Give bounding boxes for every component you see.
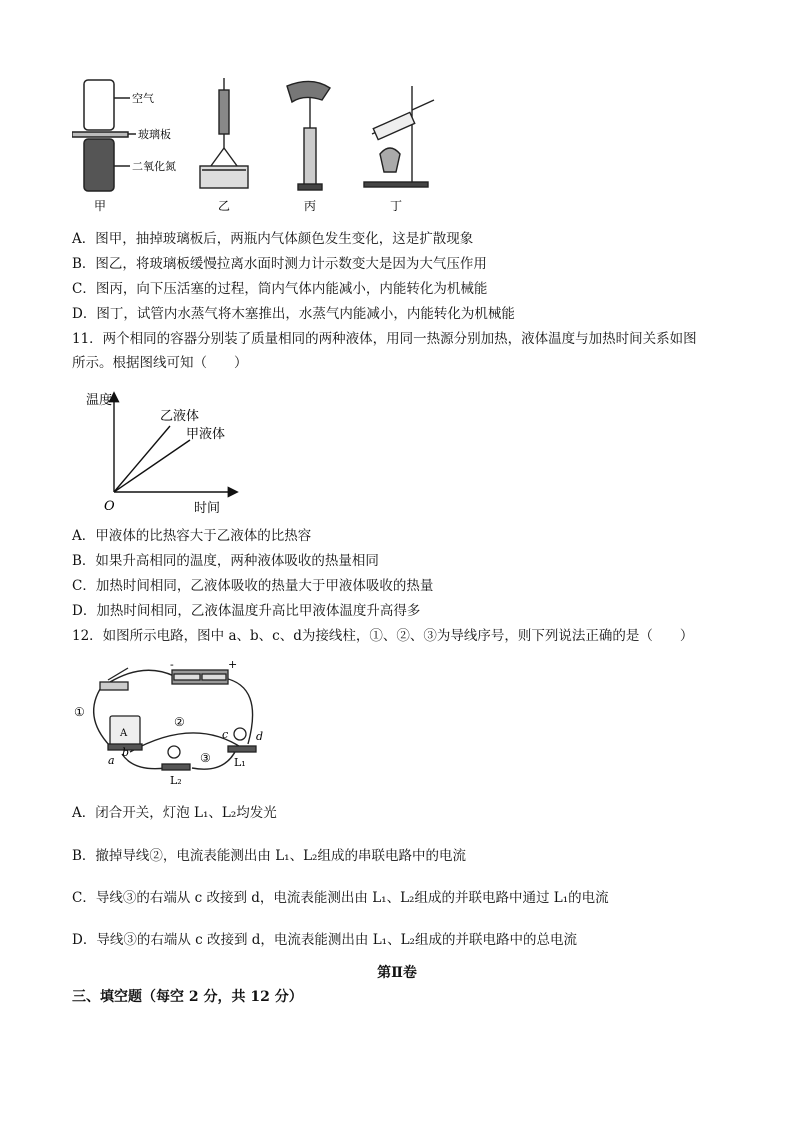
q11-stem-line1: 11．两个相同的容器分别装了质量相同的两种液体，用同一热源分别加热，液体温度与加热时间关系如图 xyxy=(72,331,697,347)
q11-option-a: A．甲液体的比热容大于乙液体的比热容 xyxy=(72,528,312,544)
q10-option-b: B．图乙，将玻璃板缓慢拉离水面时测力计示数变大是因为大气压作用 xyxy=(72,256,487,272)
volume-title: 第Ⅱ卷 xyxy=(377,965,417,981)
battery xyxy=(172,670,228,684)
terminal-d: d xyxy=(256,730,264,743)
piston-cylinder-bing xyxy=(287,81,330,190)
battery-plus: + xyxy=(228,658,238,671)
terminal-c: c xyxy=(222,728,229,741)
wire-top xyxy=(110,670,174,682)
q11-option-c: C．加热时间相同，乙液体吸收的热量大于甲液体吸收的热量 xyxy=(72,578,434,594)
wire-3 xyxy=(192,750,236,769)
wire-1 xyxy=(94,686,110,746)
q11-option-b: B．如果升高相同的温度，两种液体吸收的热量相同 xyxy=(72,553,379,569)
spring-scale-apparatus-yi xyxy=(200,78,248,188)
q12-stem: 12．如图所示电路，图中 a、b、c、d为接线柱，①、②、③为导线序号，则下列说法正确的是（ ） xyxy=(72,628,694,644)
wire-label-1: ① xyxy=(74,705,85,719)
q10-option-d: D．图丁，试管内水蒸气将木塞推出，水蒸气内能减小，内能转化为机械能 xyxy=(72,306,515,322)
bottle-apparatus-jia xyxy=(72,80,136,191)
graph-origin: O xyxy=(104,499,115,514)
q12-option-a: A．闭合开关，灯泡 L₁、L₂均发光 xyxy=(72,805,277,821)
ammeter-label: A xyxy=(120,728,128,739)
graph-series-jia: 甲液体 xyxy=(186,427,226,442)
q12-option-b: B．撤掉导线②，电流表能测出由 L₁、L₂组成的串联电路中的电流 xyxy=(72,848,466,864)
q10-experiment-figure xyxy=(72,76,462,216)
test-tube-apparatus-ding xyxy=(364,86,434,187)
graph-series-yi: 乙液体 xyxy=(160,409,200,424)
label-no2: 二氧化氮 xyxy=(132,160,176,173)
lamp-l1-label: L₁ xyxy=(234,756,246,769)
wire-label-3: ③ xyxy=(200,751,211,765)
q10-option-c: C．图丙，向下压活塞的过程，筒内气体内能减小，内能转化为机械能 xyxy=(72,281,488,297)
label-jia: 甲 xyxy=(94,199,107,213)
q12-option-d: D．导线③的右端从 c 改接到 d，电流表能测出由 L₁、L₂组成的并联电路中的总电流 xyxy=(72,932,577,948)
q10-option-a: A．图甲，抽掉玻璃板后，两瓶内气体颜色发生变化，这是扩散现象 xyxy=(72,231,474,247)
label-yi: 乙 xyxy=(218,199,231,213)
label-glass-plate: 玻璃板 xyxy=(138,128,171,141)
terminal-a: a xyxy=(108,754,115,767)
battery-minus: - xyxy=(170,658,174,671)
lamp-l2 xyxy=(162,746,190,770)
lamp-l2-label: L₂ xyxy=(170,774,182,787)
q12-option-c: C．导线③的右端从 c 改接到 d，电流表能测出由 L₁、L₂组成的并联电路中通过 L₁的电流 xyxy=(72,890,609,906)
section-heading: 三、填空题（每空 2 分，共 12 分） xyxy=(72,989,303,1005)
lamp-l1 xyxy=(228,728,256,752)
q12-circuit-diagram xyxy=(74,656,274,788)
label-ding: 丁 xyxy=(390,199,403,213)
graph-ylabel: 温度 xyxy=(86,393,113,408)
wire-label-2: ② xyxy=(174,715,185,729)
label-bing: 丙 xyxy=(304,199,317,213)
graph-xlabel: 时间 xyxy=(194,501,221,516)
q11-option-d: D．加热时间相同，乙液体温度升高比甲液体温度升高得多 xyxy=(72,603,421,619)
q11-stem-line2: 所示。根据图线可知（ ） xyxy=(72,355,248,371)
q11-temperature-time-graph xyxy=(86,386,246,518)
terminal-b: b xyxy=(122,746,130,759)
label-air: 空气 xyxy=(132,92,154,105)
